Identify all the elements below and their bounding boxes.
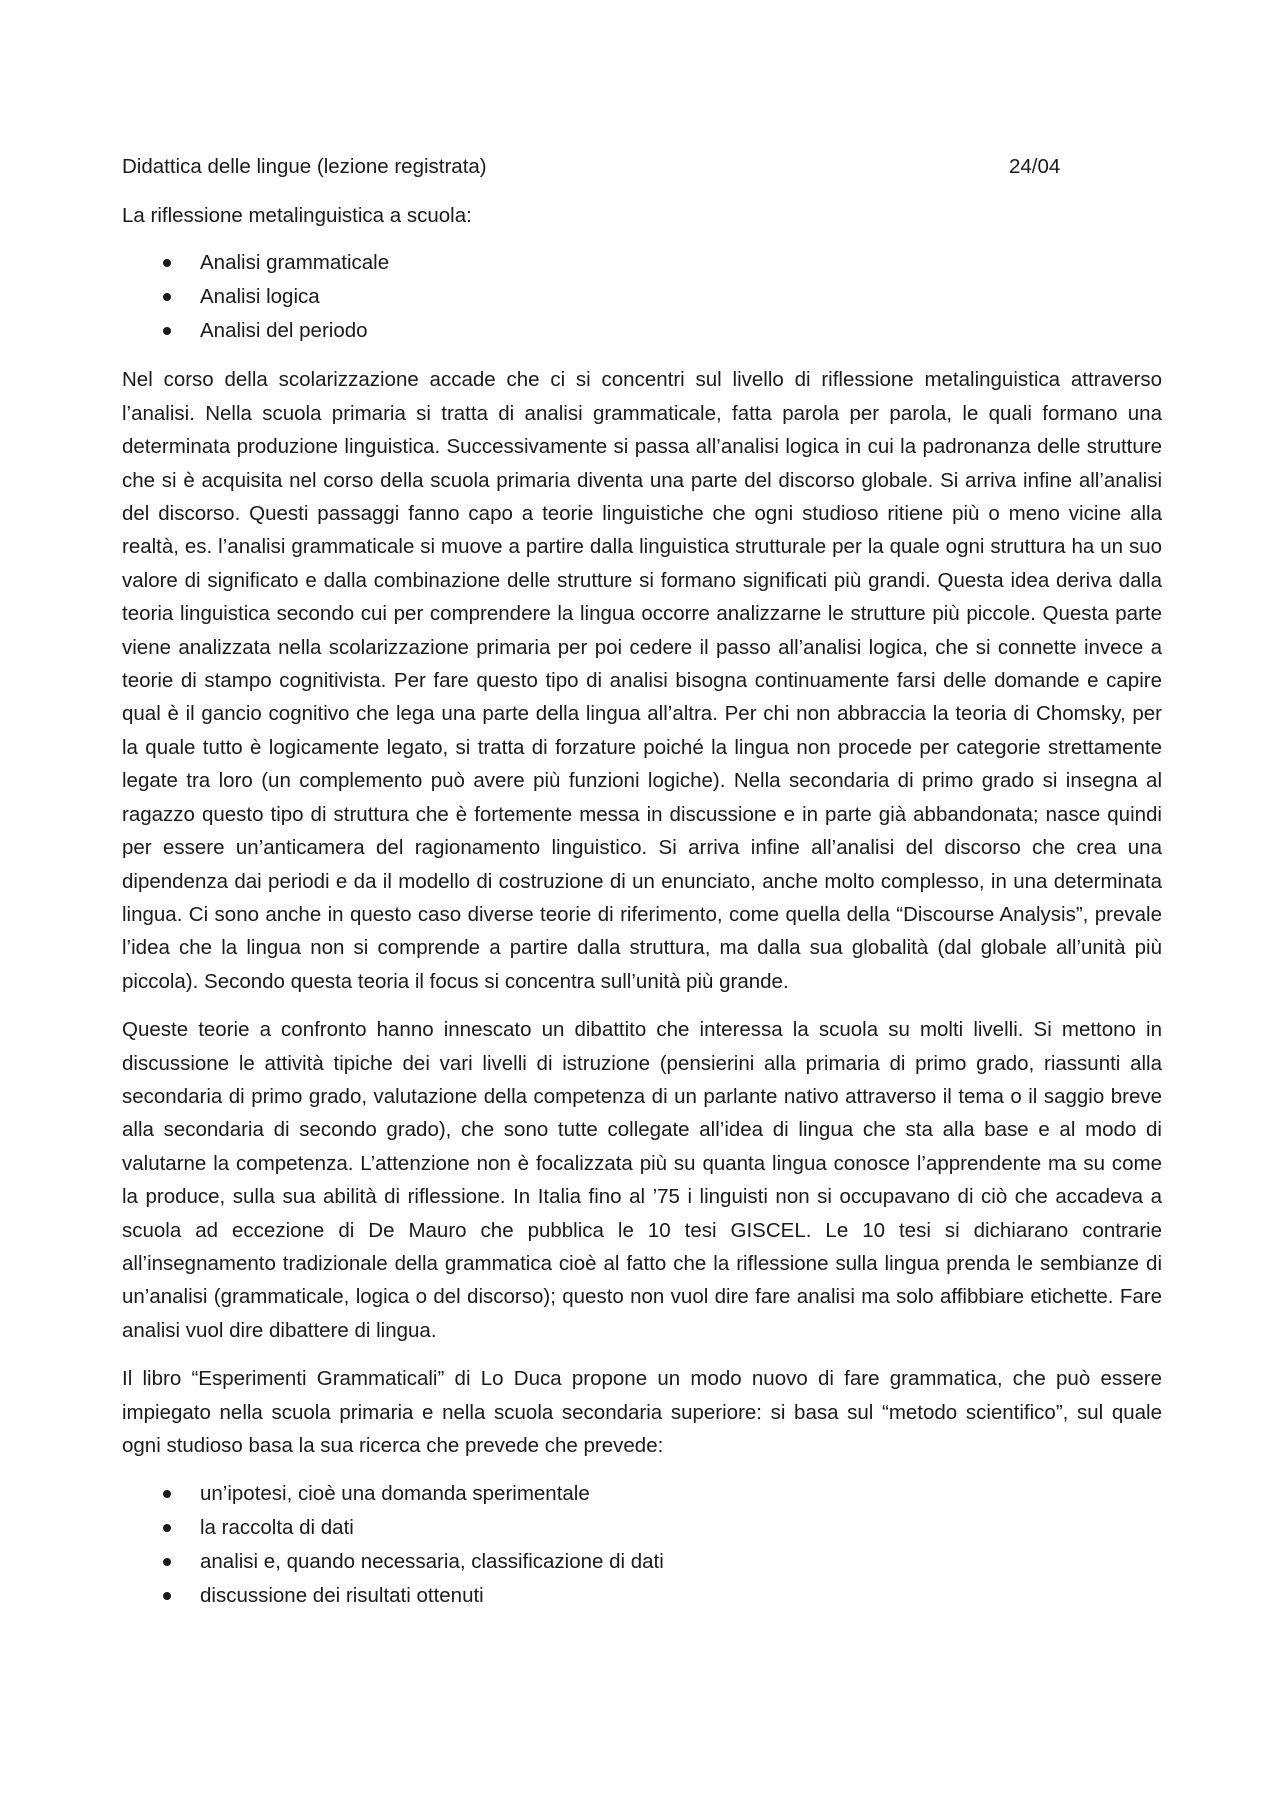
document-header — [122, 150, 1162, 184]
scientific-method-list — [122, 1477, 1162, 1613]
bullet-icon — [163, 327, 171, 335]
bullet-icon — [163, 293, 171, 301]
list-item-text: la raccolta di dati — [200, 1516, 354, 1540]
list-item — [122, 1579, 1162, 1613]
list-item — [122, 1477, 1162, 1511]
list-item-text: un’ipotesi, cioè una domanda sperimentale — [200, 1482, 590, 1506]
list-item-text: Analisi del periodo — [200, 319, 368, 343]
list-item — [122, 314, 1162, 348]
paragraph-esperimenti-grammaticali: Il libro “Esperimenti Grammaticali” di Lo Duca propone un modo nuovo di fare grammatica, che può essere impiegato nella scuola primaria e nella scuola secondaria superiore: si basa sul “metodo scientifico”, sul quale ogni studioso basa la sua ricerca che prevede che prevede: — [122, 1367, 1162, 1457]
bullet-icon — [163, 1592, 171, 1600]
bullet-icon — [163, 1524, 171, 1532]
analysis-types-list — [122, 246, 1162, 348]
bullet-icon — [163, 1558, 171, 1566]
list-item-text: Analisi logica — [200, 285, 320, 309]
list-item — [122, 280, 1162, 314]
bullet-icon — [163, 1490, 171, 1498]
list-item-text: analisi e, quando necessaria, classificazione di dati — [200, 1550, 664, 1574]
bullet-icon — [163, 259, 171, 267]
intro-line: La riflessione metalinguistica a scuola: — [122, 204, 472, 227]
list-item — [122, 1511, 1162, 1545]
document-title: Didattica delle lingue (lezione registrata) — [122, 155, 487, 178]
list-item — [122, 1545, 1162, 1579]
paragraph-scolarizzazione: Nel corso della scolarizzazione accade che ci si concentri sul livello di riflessione metalinguistica attraverso l’analisi. Nella scuola primaria si tratta di analisi grammaticale, fatta parola per parola, le quali formano una determinata produzione linguistica. Successivamente si passa all’analisi logica in cui la padronanza delle strutture che si è acquisita nel corso della scuola primaria diventa una parte del discorso globale. Si arriva infine all’analisi del discorso. Questi passaggi fanno capo a teorie linguistiche che ogni studioso ritiene più o meno vicine alla realtà, es. l’analisi grammaticale si muove a partire dalla linguistica strutturale per la quale ogni struttura ha un suo valore di significato e dalla combinazione delle strutture si formano significati più grandi. Questa idea deriva dalla teoria linguistica secondo cui per comprendere la lingua occorre analizzarne le strutture più piccole. Questa parte viene analizzata nella scolarizzazione primaria per poi cedere il passo all’analisi logica, che si connette invece a teorie di stampo cognitivista. Per fare questo tipo di analisi bisogna continuamente farsi delle domande e capire qual è il gancio cognitivo che lega una parte della lingua all’altra. Per chi non abbraccia la teoria di Chomsky, per la quale tutto è logicamente legato, si tratta di forzature poiché la lingua non procede per categorie strettamente legate tra loro (un complemento può avere più funzioni logiche). Nella secondaria di primo grado si insegna al ragazzo questo tipo di struttura che è fortemente messa in discussione e in parte già abbandonata; nasce quindi per essere un’anticamera del ragionamento linguistico. Si arriva infine all’analisi del discorso che crea una dipendenza dai periodi e da il modello di costruzione di un enunciato, anche molto complesso, in una determinata lingua. Ci sono anche in questo caso diverse teorie di riferimento, come quella della “Discourse Analysis”, prevale l’idea che la lingua non si comprende a partire dalla struttura, ma dalla sua globalità (dal globale all’unità più piccola). Secondo questa teoria il focus si concentra sull’unità più grande. — [122, 368, 1162, 993]
paragraph-teorie-confronto: Queste teorie a confronto hanno innescato un dibattito che interessa la scuola su molti livelli. Si mettono in discussione le attività tipiche dei vari livelli di istruzione (pensierini alla primaria di primo grado, riassunti alla secondaria di primo grado, valutazione della competenza di un parlante nativo attraverso il tema o il saggio breve alla secondaria di secondo grado), che sono tutte collegate all’idea di lingua che sta alla base e al modo di valutarne la competenza. L’attenzione non è focalizzata più su quanta lingua conosce l’apprendente ma su come la produce, sulla sua abilità di riflessione. In Italia fino al ’75 i linguisti non si occupavano di ciò che accadeva a scuola ad eccezione di De Mauro che pubblica le 10 tesi GISCEL. Le 10 tesi si dichiarano contrarie all’insegnamento tradizionale della grammatica cioè al fatto che la riflessione sulla lingua prenda le sembianze di un’analisi (grammaticale, logica o del discorso); questo non vuol dire fare analisi ma solo affibbiare etichette. Fare analisi vuol dire dibattere di lingua. — [122, 1018, 1162, 1342]
list-item-text: Analisi grammaticale — [200, 251, 390, 275]
document-date: 24/04 — [1009, 155, 1061, 178]
document-page — [122, 150, 1162, 1628]
list-item — [122, 246, 1162, 280]
list-item-text: discussione dei risultati ottenuti — [200, 1584, 484, 1608]
